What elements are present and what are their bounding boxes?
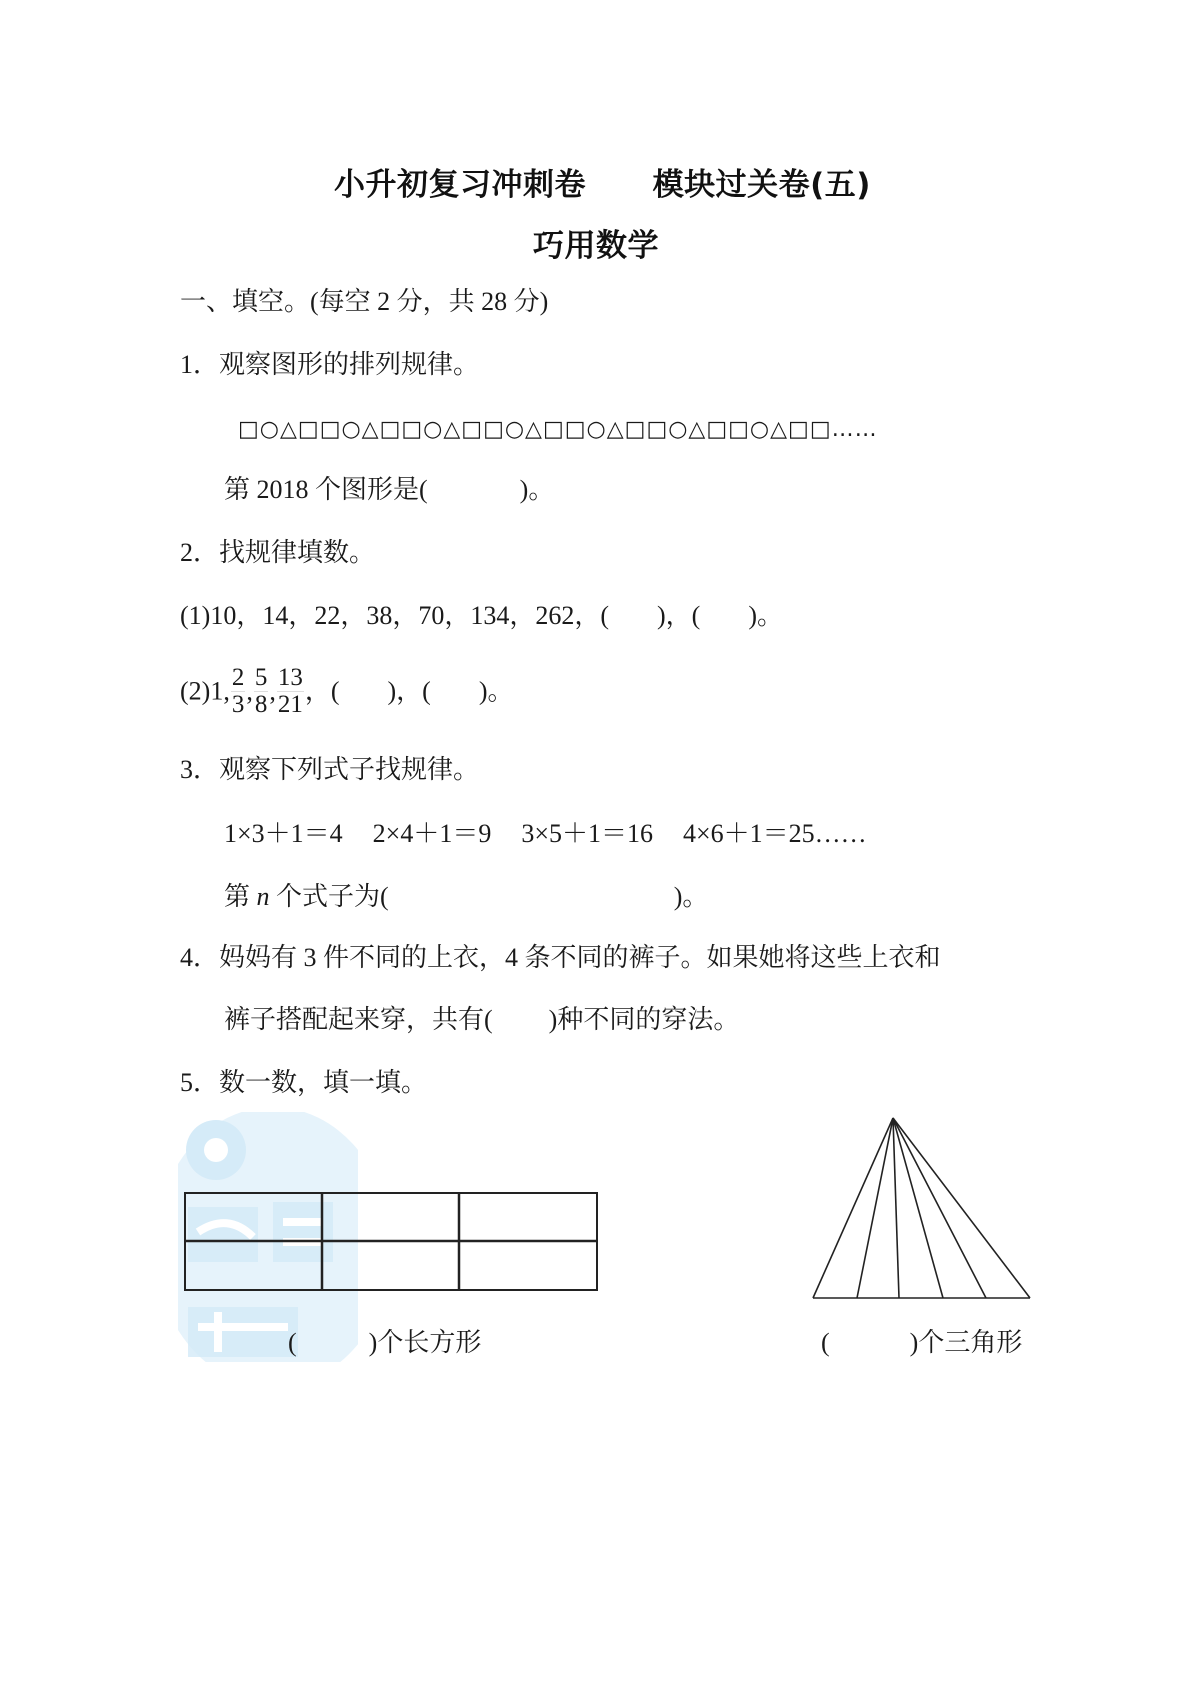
question-number: 3． [180,755,220,784]
formula-list [224,819,867,849]
question-prompt: 找规律填数。 [219,538,376,567]
question-1-answer: 第 2018 个图形是( )。 [224,475,555,504]
question-2 [180,538,375,568]
section-heading: 一、填空。(每空 2 分，共 28 分) [180,287,549,316]
title-right: 模块过关卷(五) [652,167,871,203]
formula: 3×5＋1＝16 [521,819,654,848]
question-5 [180,1068,427,1098]
page-subtitle: 巧用数学 [533,228,659,264]
question-number: 1． [180,350,220,379]
formula: 4×6＋1＝25…… [683,819,867,848]
question-2-part-2: (2)1, $\frac{2}{3}$ , $\frac{5}{8}$ , $\frac{13}{21}$ ，( )，( )。 [180,664,514,718]
question-text: 妈妈有 3 件不同的上衣，4 条不同的裤子。如果她将这些上衣和 [219,943,941,972]
question-1 [180,350,479,380]
triangle-count-caption: ( )个三角形 [821,1328,1023,1357]
fraction: $\frac{5}{8}$ [254,664,268,718]
question-number: 5． [180,1068,220,1097]
page-title [334,159,871,204]
question-3-answer: 第 n 个式子为( )。 [224,882,709,911]
question-4 [180,943,941,973]
question-prompt: 观察下列式子找规律。 [219,755,480,784]
question-4-answer: 裤子搭配起来穿，共有( )种不同的穿法。 [224,1005,740,1034]
question-number: 4． [180,943,220,972]
rectangle-grid-figure [180,1188,605,1296]
shape-sequence: □○△□□○△□□○△□□○△□□○△□□○△□□○△□□…… [238,417,878,442]
question-prompt: 观察图形的排列规律。 [219,350,480,379]
question-prompt: 数一数，填一填。 [219,1068,428,1097]
formula: 2×4＋1＝9 [372,819,492,848]
title-left: 小升初复习冲刺卷 [334,167,586,203]
triangle-fan-figure [805,1112,1037,1306]
formula: 1×3＋1＝4 [224,819,343,848]
question-2-part-1: (1)10，14，22，38，70，134，262，( )，( )。 [180,601,783,630]
rectangle-count-caption: ( )个长方形 [288,1328,482,1357]
fraction: $\frac{2}{3}$ [231,664,245,718]
fraction: $\frac{13}{21}$ [277,664,303,718]
question-number: 2． [180,538,220,567]
question-3 [180,755,479,785]
